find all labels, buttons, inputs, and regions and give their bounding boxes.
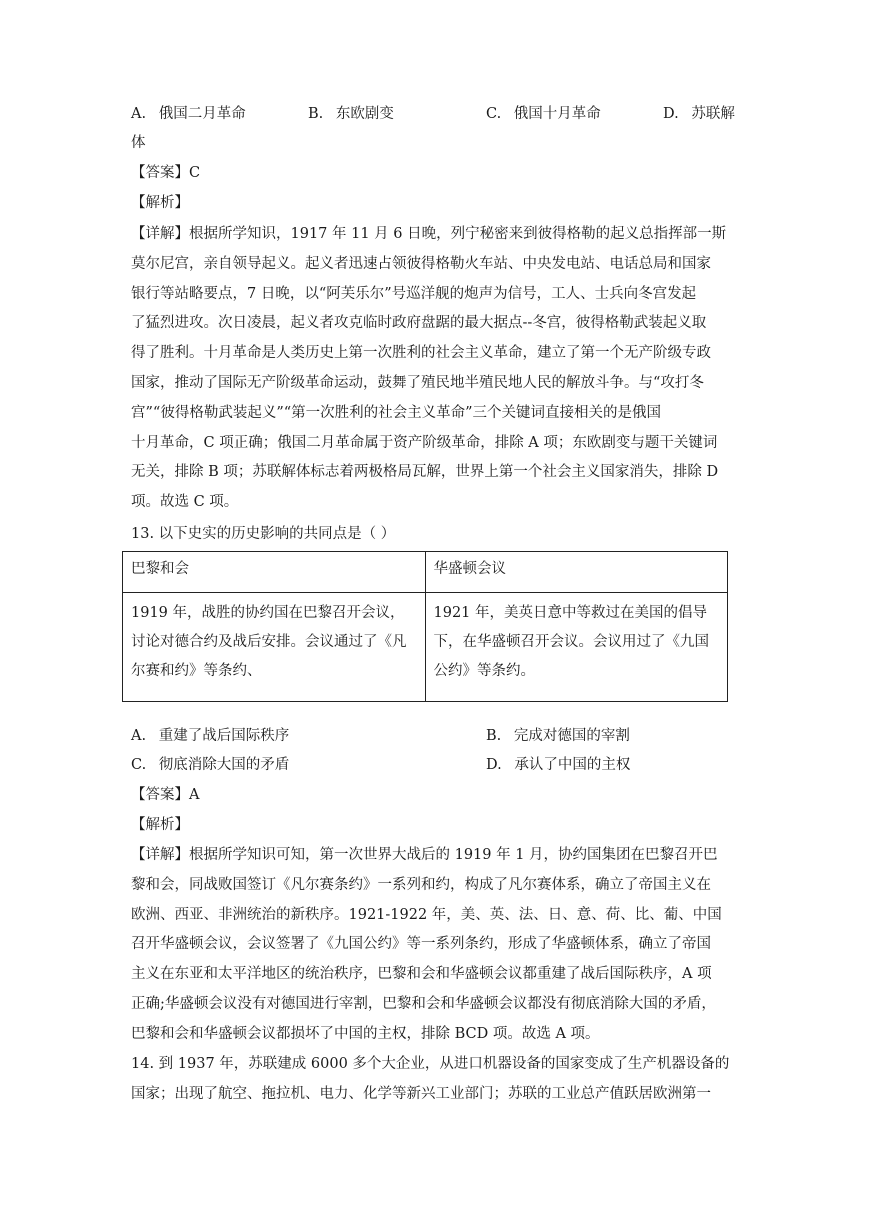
q12-option-b bbox=[308, 104, 394, 124]
option-letter: B. bbox=[486, 728, 502, 744]
q13-option-d bbox=[486, 755, 630, 775]
option-letter: C. bbox=[131, 757, 147, 773]
q13-option-b bbox=[486, 726, 630, 746]
text-line: 了猛烈进攻。次日凌晨，起义者攻克临时政府盘踞的最大据点--冬宫，彼得格勒武装起义取 bbox=[131, 315, 707, 332]
q12-option-d bbox=[663, 104, 735, 124]
option-letter: C. bbox=[486, 106, 502, 122]
cell-line: 1919 年，战胜的协约国在巴黎召开会议， bbox=[131, 605, 405, 621]
cell-line: 讨论对德合约及战后安排。会议通过了《凡 bbox=[131, 634, 407, 650]
text-line: 国家，推动了国际无产阶级革命运动，鼓舞了殖民地半殖民地人民的解放斗争。与“攻打冬 bbox=[131, 375, 704, 391]
table-cell-paris bbox=[123, 593, 426, 702]
text-line: 国家；出现了航空、拖拉机、电力、化学等新兴工业部门；苏联的工业总产值跃居欧洲第一 bbox=[131, 1085, 711, 1102]
text-line: 项。故选 C 项。 bbox=[131, 494, 239, 511]
answer-label: 【答案】 bbox=[131, 165, 189, 181]
q12-option-d-wrap: 体 bbox=[131, 135, 146, 151]
q12-analysis-label: 【解析】 bbox=[131, 195, 189, 211]
option-letter: B. bbox=[308, 106, 324, 122]
option-text: 东欧剧变 bbox=[335, 106, 394, 122]
text-line: 十月革命，C 项正确；俄国二月革命属于资产阶级革命，排除 A 项；东欧剧变与题干关键词 bbox=[131, 434, 718, 451]
text-line: 欧洲、西亚、非洲统治的新秩序。1921-1922 年，美、英、法、日、意、荷、比、葡、中国 bbox=[131, 906, 722, 923]
option-text: 彻底消除大国的矛盾 bbox=[158, 757, 290, 773]
text-line: 巴黎和会和华盛顿会议都损坏了中国的主权，排除 BCD 项。故选 A 项。 bbox=[131, 1025, 600, 1042]
text-line: 宫”“彼得格勒武装起义”“第一次胜利的社会主义革命”三个关键词直接相关的是俄国 bbox=[131, 404, 662, 421]
q13-option-c bbox=[131, 755, 289, 775]
q12-answer bbox=[131, 163, 200, 183]
table-header-cell: 巴黎和会 bbox=[123, 552, 426, 593]
text-line: 莫尔尼宫，亲自领导起义。起义者迅速占领彼得格勒火车站、中央发电站、电话总局和国家 bbox=[131, 255, 711, 272]
cell-line: 下，在华盛顿召开会议。会议用过了《九国 bbox=[433, 634, 709, 650]
option-text: 重建了战后国际秩序 bbox=[158, 728, 290, 744]
option-text: 完成对德国的宰割 bbox=[513, 728, 630, 744]
option-letter: D. bbox=[663, 106, 679, 122]
q13-table bbox=[122, 551, 728, 702]
text-line: 14. 到 1937 年，苏联建成 6000 多个大企业，从进口机器设备的国家变成了生产机器设备的 bbox=[131, 1056, 730, 1072]
table-cell-washington bbox=[425, 593, 728, 702]
option-letter: A. bbox=[131, 106, 147, 122]
text-line: 银行等站略要点，7 日晚，以“阿芙乐尔”号巡洋舰的炮声为信号，工人、士兵向冬宫发起 bbox=[131, 285, 697, 302]
option-text: 俄国二月革命 bbox=[158, 106, 246, 122]
q13-stem: 13. 以下史实的历史影响的共同点是（ ） bbox=[131, 526, 396, 542]
q13-analysis-label: 【解析】 bbox=[131, 817, 189, 833]
answer-value: A bbox=[189, 787, 200, 803]
option-letter: D. bbox=[486, 757, 502, 773]
text-line: 黎和会，同战败国签订《凡尔赛条约》一系列和约，构成了凡尔赛体系，确立了帝国主义在 bbox=[131, 876, 711, 893]
cell-line: 尔赛和约》等条约、 bbox=[131, 663, 262, 679]
cell-line: 公约》等条约。 bbox=[433, 663, 535, 679]
text-line: 【详解】根据所学知识可知，第一次世界大战后的 1919 年 1 月，协约国集团在巴黎召开巴 bbox=[131, 847, 718, 863]
text-line: 主义在东亚和太平洋地区的统治秩序，巴黎和会和华盛顿会议都重建了战后国际秩序，A 项 bbox=[131, 966, 712, 983]
option-text: 苏联解 bbox=[691, 106, 735, 122]
table-header-cell: 华盛顿会议 bbox=[425, 552, 728, 593]
text-line: 得了胜利。十月革命是人类历史上第一次胜利的社会主义革命，建立了第一个无产阶级专政 bbox=[131, 345, 711, 362]
option-text: 承认了中国的主权 bbox=[514, 757, 631, 773]
table-row bbox=[123, 593, 728, 702]
option-text: 俄国十月革命 bbox=[513, 106, 601, 122]
cell-line: 1921 年，美英日意中等救过在美国的倡导 bbox=[433, 605, 708, 621]
q12-option-c bbox=[486, 104, 601, 124]
text-line: 召开华盛顿会议，会议签署了《九国公约》等一系列条约，形成了华盛顿体系，确立了帝国 bbox=[131, 936, 711, 953]
answer-label: 【答案】 bbox=[131, 787, 189, 803]
table-header-row bbox=[123, 552, 728, 593]
q12-option-a bbox=[131, 104, 246, 124]
text-line: 无关，排除 B 项；苏联解体标志着两极格局瓦解，世界上第一个社会主义国家消失，排除 D bbox=[131, 464, 719, 481]
text-line: 【详解】根据所学知识，1917 年 11 月 6 日晚，列宁秘密来到彼得格勒的起义总指挥部一斯 bbox=[131, 226, 727, 242]
answer-value: C bbox=[189, 165, 201, 181]
q13-option-a bbox=[131, 726, 289, 746]
q13-answer bbox=[131, 785, 199, 805]
text-line: 正确;华盛顿会议没有对德国进行宰割，巴黎和会和华盛顿会议都没有彻底消除大国的矛盾， bbox=[131, 996, 716, 1012]
option-letter: A. bbox=[131, 728, 147, 744]
